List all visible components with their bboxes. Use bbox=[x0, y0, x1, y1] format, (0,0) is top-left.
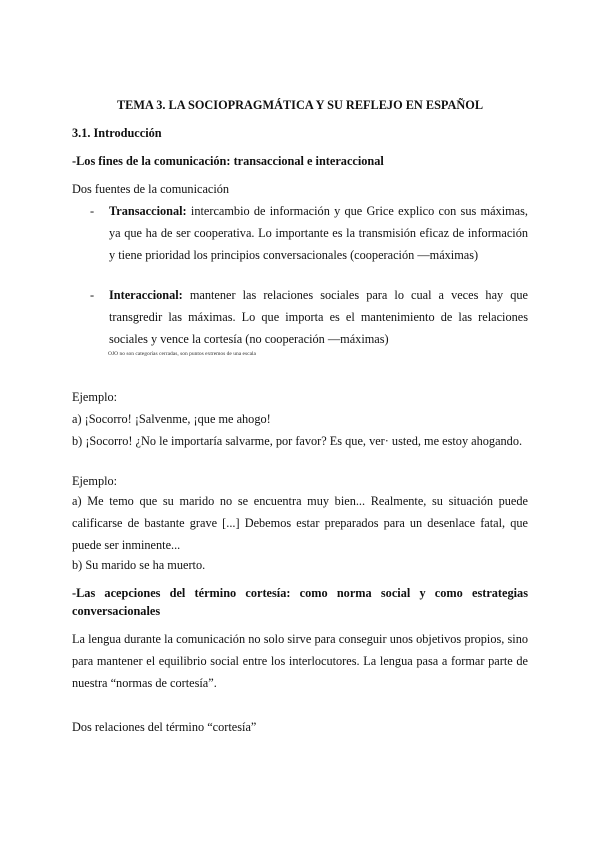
subheading-courtesy-meanings: -Las acepciones del término cortesía: como norma social y como estrategias conversacionales bbox=[72, 586, 528, 618]
bullet-text bbox=[109, 284, 528, 350]
bullet-term: Transaccional: bbox=[109, 204, 187, 218]
bullet-text bbox=[109, 200, 528, 266]
example2-a: a) Me temo que su marido no se encuentra muy bien... Realmente, su situación puede calificarse de bastante grave [...] Debemos estar preparados para un desenlace fatal, que puede ser inminente... bbox=[72, 494, 528, 552]
courtesy-paragraph: La lengua durante la comunicación no solo sirve para conseguir unos objetivos propios, sino para mantener el equilibrio social entre los interlocutores. La lengua pasa a formar parte de nuestra “normas de cortesía”. bbox=[72, 632, 528, 690]
section-heading: 3.1. Introducción bbox=[72, 126, 162, 140]
bullet-term: Interaccional: bbox=[109, 288, 183, 302]
bullet-description: mantener las relaciones sociales para lo cual a veces hay que transgredir las máximas. Lo que importa es el mantenimiento de las relaciones sociales y vence la cortesía (no cooperación —máximas) bbox=[109, 288, 528, 346]
example1-a: a) ¡Socorro! ¡Salvenme, ¡que me ahogo! bbox=[72, 412, 271, 426]
document-title: TEMA 3. LA SOCIOPRAGMÁTICA Y SU REFLEJO EN ESPAÑOL bbox=[116, 98, 484, 112]
example2-label: Ejemplo: bbox=[72, 474, 118, 488]
bullet-interaccional bbox=[90, 284, 528, 350]
bullet-dash: - bbox=[90, 288, 95, 302]
closing-line: Dos relaciones del término “cortesía” bbox=[72, 720, 257, 734]
example1-label: Ejemplo: bbox=[72, 390, 118, 404]
intro-line: Dos fuentes de la comunicación bbox=[72, 182, 230, 196]
example2-b: b) Su marido se ha muerto. bbox=[72, 558, 206, 572]
subheading-communication-aims: -Los fines de la comunicación: transaccional e interaccional bbox=[72, 154, 384, 168]
example1-b: b) ¡Socorro! ¿No le importaría salvarme, por favor? Es que, ver· usted, me estoy ahogando. bbox=[72, 434, 523, 448]
bullet-transaccional bbox=[90, 200, 528, 266]
bullet-dash: - bbox=[90, 204, 95, 218]
bullet-description: intercambio de información y que Grice explico con sus máximas, ya que ha de ser cooperativa. Lo importante es la transmisión eficaz de información y tiene prioridad los principios conversacionales (cooperación —máximas) bbox=[109, 204, 528, 262]
footnote-note: OJO no son categorías cerradas, son puntos extremos de una escala bbox=[108, 351, 256, 357]
